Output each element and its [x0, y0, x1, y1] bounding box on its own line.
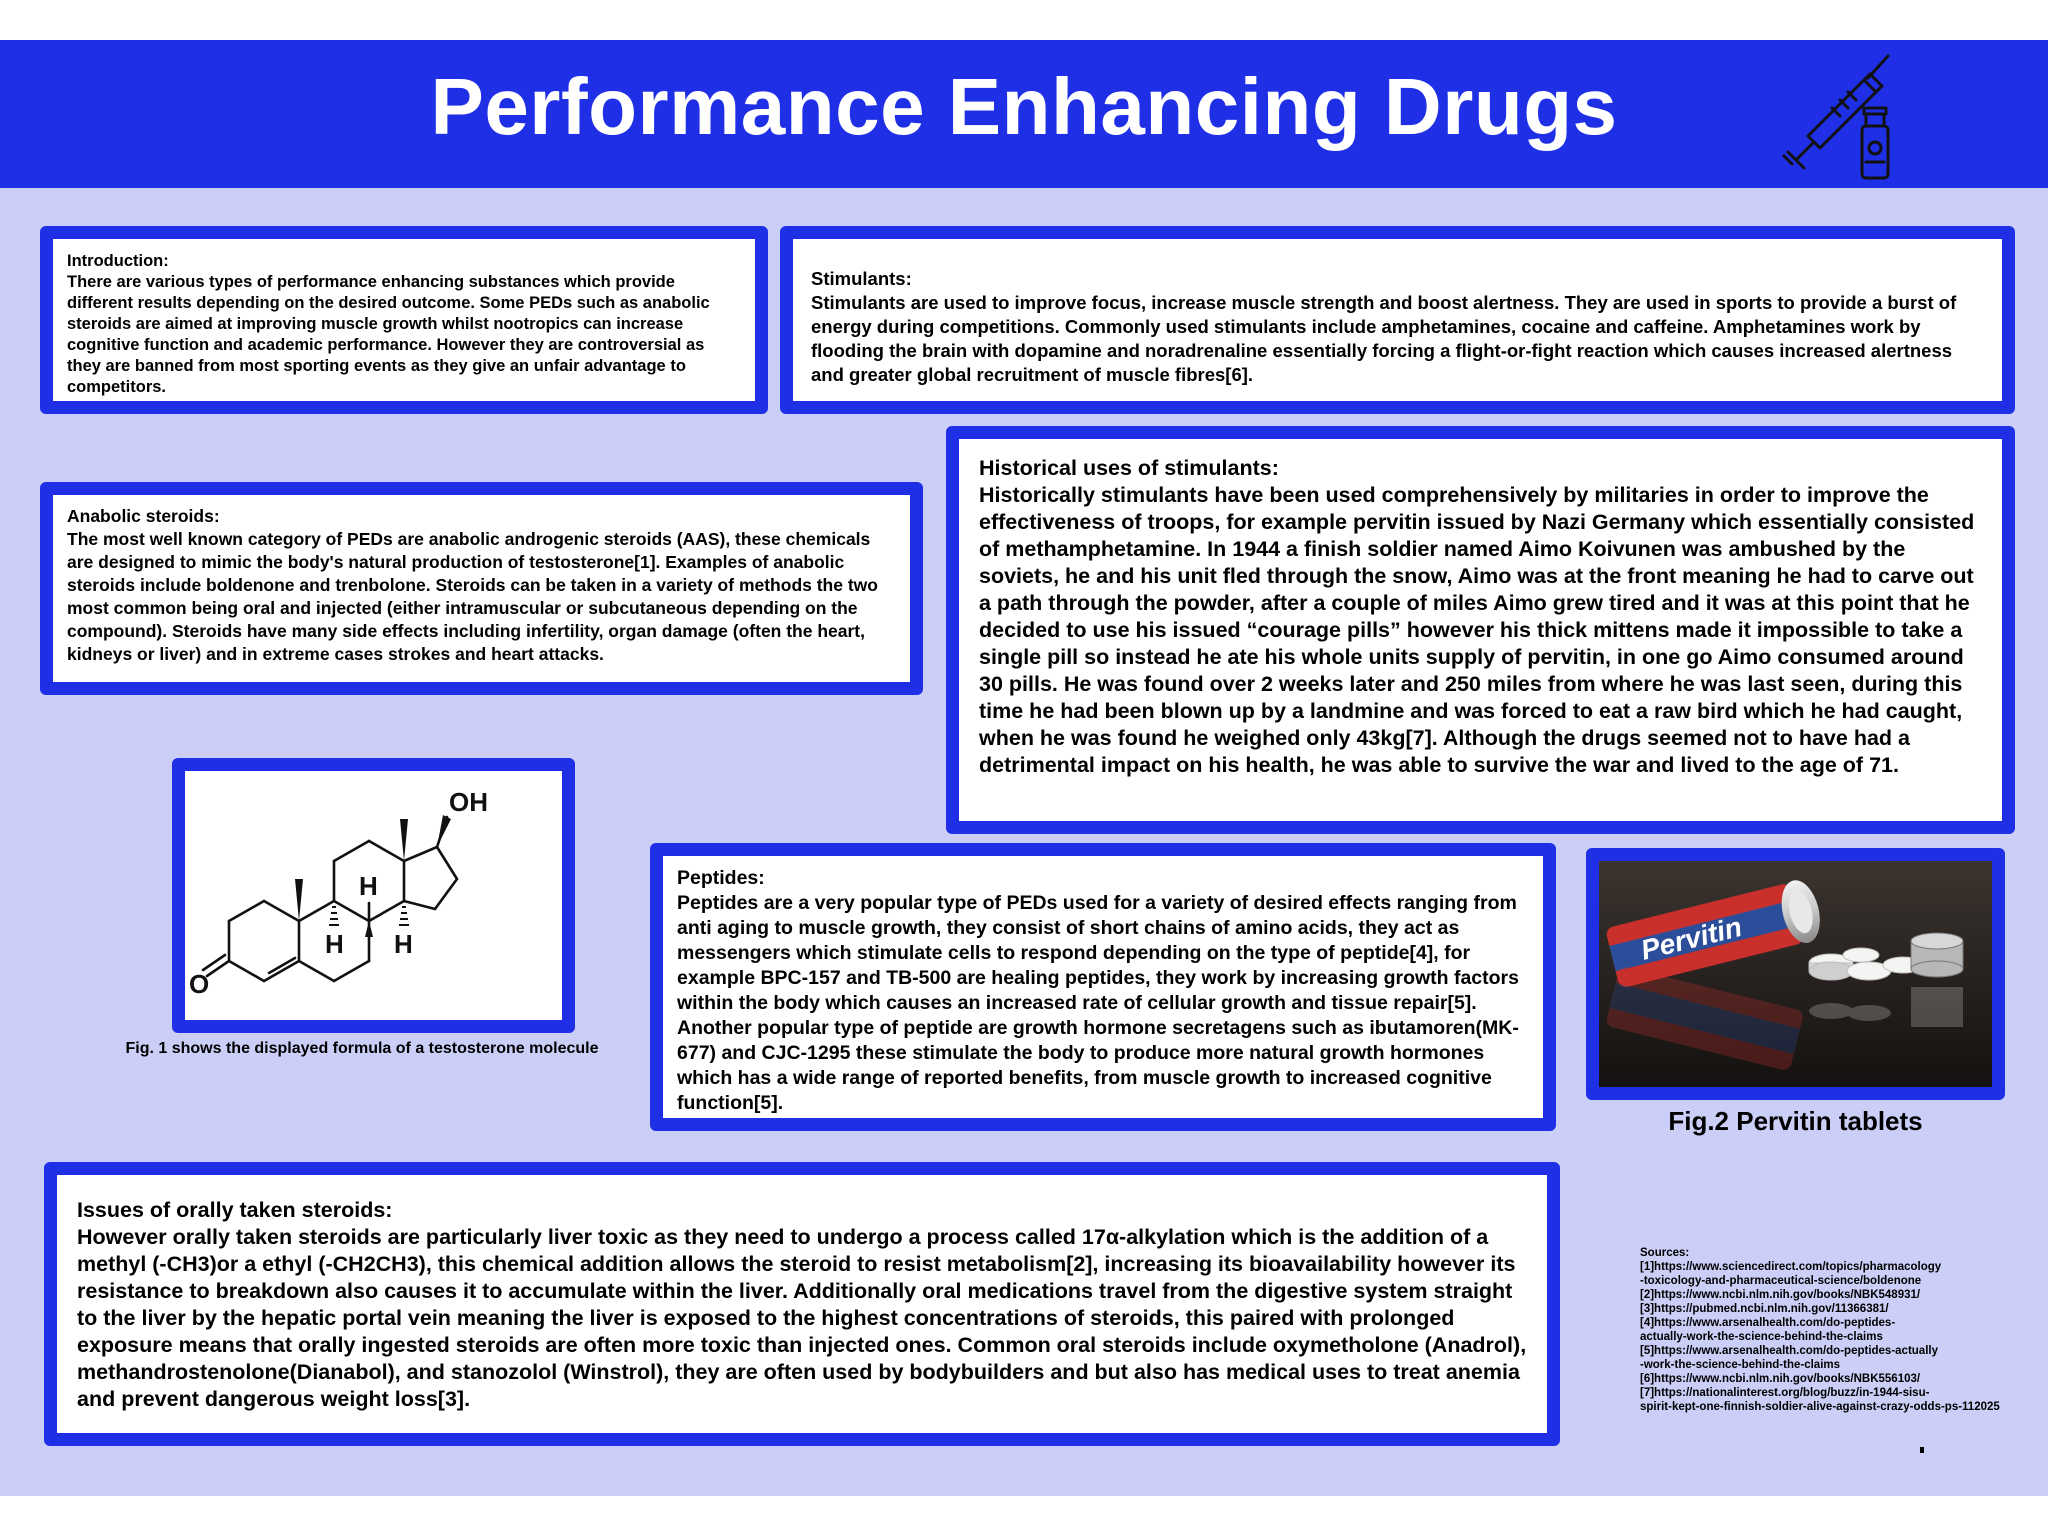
stimulants-body: Stimulants are used to improve focus, increase muscle strength and boost alertness. They are used in sports to provide a burst of energy during competitions. Commonly used stimulants include amphetamines, cocaine and caffeine. Amphetamines work by flooding the brain with dopamine and noradrenaline essentially forcing a flight-or-fight reaction which causes increased alertness and greater global recruitment of muscle fibres[6]. — [811, 292, 1957, 385]
testosterone-structure-diagram — [185, 771, 562, 1020]
figure-1-caption: Fig. 1 shows the displayed formula of a testosterone molecule — [125, 1040, 599, 1057]
hydroxyl-label: OH — [449, 787, 488, 817]
hydrogen-label-c14: H — [394, 929, 413, 959]
introduction-heading: Introduction: — [67, 252, 169, 270]
pervitin-tube-label: Pervitin — [1637, 910, 1745, 966]
peptides-body: Peptides are a very popular type of PEDs used for a variety of desired effects ranging from anti aging to muscle growth, they consist of short chains of amino acids, they act as messengers which stimulate cells to respond depending on the type of peptide[4], for example BPC-157 and TB-500 are healing peptides, they work by increasing growth factors within the body which causes an increased rate of cellular growth and tissue repair[5]. Another popular type of peptide are growth hormone secretagens such as ibutamoren(MK-677) and CJC-1295 these stimulate the body to produce more natural growth hormones which has a wide range of reported benefits, from muscle growth to increased cognitive function[5]. — [677, 892, 1519, 1114]
source-line: [2]https://www.ncbi.nlm.nih.gov/books/NBK548931/ — [1640, 1289, 1921, 1301]
source-line: -work-the-science-behind-the-claims — [1640, 1359, 1841, 1371]
hydrogen-label-c8: H — [359, 871, 378, 901]
oral-steroids-body: However orally taken steroids are particularly liver toxic as they need to undergo a process called 17α-alkylation which is the addition of a methyl (-CH3)or a ethyl (-CH2CH3), this chemical addition allows the steroid to resist metabolism[2], increasing its bioavailability however its resistance to breakdown also causes it to accumulate within the liver. Additionally oral medications travel from the digestive system straight to the liver by the hepatic portal vein meaning the liver is exposed to the highest concentrations of steroids, this paired with prolonged exposure means that orally ingested steroids are often more toxic than injected ones. Common oral steroids include oxymetholone (Anadrol), methandrostenolone(Dianabol), and stanozolol (Winstrol), they are often used by bodybuilders and but also has medical uses to treat anemia and prevent dangerous weight loss[3]. — [77, 1225, 1527, 1411]
source-line: [6]https://www.ncbi.nlm.nih.gov/books/NBK556103/ — [1640, 1373, 1921, 1385]
stimulants-heading: Stimulants: — [811, 268, 912, 289]
stimulants-panel — [780, 226, 2015, 414]
peptides-heading: Peptides: — [677, 867, 765, 889]
anabolic-steroids-panel — [40, 482, 923, 695]
source-line: [4]https://www.arsenalhealth.com/do-peptides- — [1640, 1317, 1896, 1329]
sources-heading: Sources: — [1640, 1247, 1690, 1259]
source-line: spirit-kept-one-finnish-soldier-alive-against-crazy-odds-ps-112025 — [1640, 1401, 2000, 1413]
pervitin-photo — [1586, 848, 2005, 1100]
figure-2-caption: Fig.2 Pervitin tablets — [1668, 1106, 1923, 1136]
pervitin-tablets-image — [1599, 861, 1992, 1087]
syringe-vial-icon — [1770, 44, 1920, 184]
source-line: [5]https://www.arsenalhealth.com/do-peptides-actually — [1640, 1345, 1938, 1357]
source-line: actually-work-the-science-behind-the-claims — [1640, 1331, 1883, 1343]
introduction-body: There are various types of performance enhancing substances which provide different results depending on the desired outcome. Some PEDs such as anabolic steroids are aimed at improving muscle growth whilst nootropics can increase cognitive function and academic performance. However they are controversial as they are banned from most sporting events as they give an unfair advantage to competitors. — [67, 273, 710, 396]
hydrogen-label-c9: H — [325, 929, 344, 959]
source-line: [3]https://pubmed.ncbi.nlm.nih.gov/11366381/ — [1640, 1303, 1889, 1315]
oral-steroids-heading: Issues of orally taken steroids: — [77, 1198, 393, 1222]
historical-body: Historically stimulants have been used comprehensively by militaries in order to improve the effectiveness of troops, for example pervitin issued by Nazi Germany which essentially consisted of methamphetamine. In 1944 a finish soldier named Aimo Koivunen was ambushed by the soviets, he and his unit fled through the snow, Aimo was at the front meaning he had to carve out a path through the powder, after a couple of miles Aimo grew tired and it was at this point that he decided to use his issued “courage pills” however his thick mittens made it impossible to take a single pill so instead he ate his whole units supply of pervitin, in one go Aimo consumed around 30 pills. He was found over 2 weeks later and 250 miles from where he was last seen, during this time he had been blown up by a landmine and was forced to eat a raw bird which he had caught, when he was found he weighed only 43kg[7]. Although the drugs seemed not to have had a detrimental impact on his health, he was able to survive the war and lived to the age of 71. — [979, 483, 1975, 777]
source-line: [1]https://www.sciencedirect.com/topics/pharmacology — [1640, 1261, 1942, 1273]
anabolic-heading: Anabolic steroids: — [67, 506, 220, 526]
decorative-dot — [1920, 1447, 1924, 1453]
page-title: Performance Enhancing Drugs — [430, 62, 1618, 151]
oral-steroids-panel — [44, 1162, 1560, 1446]
historical-uses-panel — [946, 426, 2015, 834]
source-line: -toxicology-and-pharmaceutical-science/boldenone — [1640, 1275, 1922, 1287]
peptides-panel — [650, 843, 1556, 1131]
introduction-panel — [40, 226, 768, 414]
source-line: [7]https://nationalinterest.org/blog/buzz/in-1944-sisu- — [1640, 1387, 1930, 1399]
historical-heading: Historical uses of stimulants: — [979, 456, 1279, 480]
sources-list — [1640, 1246, 2040, 1414]
testosterone-figure — [172, 758, 575, 1033]
anabolic-body: The most well known category of PEDs are anabolic androgenic steroids (AAS), these chemicals are designed to mimic the body's natural production of testosterone[1]. Examples of anabolic steroids include boldenone and trenbolone. Steroids can be taken in a variety of methods the two most common being oral and injected (either intramuscular or subcutaneous depending on the compound). Steroids have many side effects including infertility, organ damage (often the heart, kidneys or liver) and in extreme cases strokes and heart attacks. — [67, 529, 878, 664]
carbonyl-oxygen-label: O — [189, 969, 210, 999]
